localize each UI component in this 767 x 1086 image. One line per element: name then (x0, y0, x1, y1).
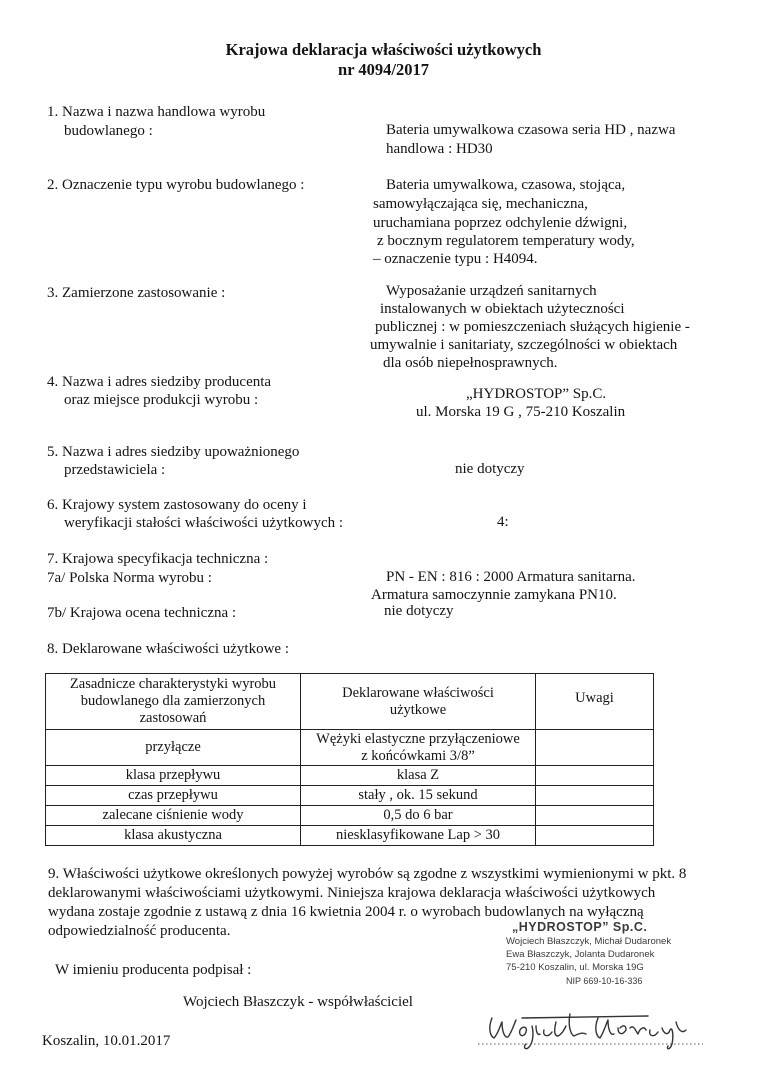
section-9-line-2: deklarowanymi właściwościami użytkowymi. Niniejsza krajowa deklaracja właściwości użytkowych (48, 885, 656, 901)
stamp-company: „HYDROSTOP” Sp.C. (512, 920, 648, 934)
section-7a-value-1: PN - EN : 816 : 2000 Armatura sanitarna. (386, 569, 636, 585)
section-3-value-4: umywalnie i sanitariaty, szczególności w obiektach (370, 337, 678, 353)
section-7-label: 7. Krajowa specyfikacja techniczna : (47, 551, 269, 567)
stamp-owners-2: Ewa Błaszczyk, Jolanta Dudaronek (506, 949, 655, 960)
table-cell-remarks (536, 730, 654, 766)
table-cell-value: stały , ok. 15 sekund (301, 786, 536, 806)
section-1-label-cont: budowlanego : (64, 123, 153, 139)
section-1-value-cont: handlowa : HD30 (386, 141, 493, 157)
table-cell-value: klasa Z (301, 766, 536, 786)
table-cell-remarks (536, 806, 654, 826)
table-cell-characteristic: klasa przepływu (46, 766, 301, 786)
section-7b-label: 7b/ Krajowa ocena techniczna : (47, 605, 237, 621)
stamp-nip: NIP 669-10-16-336 (566, 976, 643, 986)
section-2-value-1: Bateria umywalkowa, czasowa, stojąca, (386, 177, 626, 193)
section-6-label-cont: weryfikacji stałości właściwości użytkowych : (64, 515, 344, 531)
header-declared-properties: Deklarowane właściwości użytkowe (301, 674, 536, 730)
section-7b-value: nie dotyczy (384, 603, 454, 619)
section-2-value-5: – oznaczenie typu : H4094. (373, 251, 538, 267)
table-row (46, 730, 654, 766)
manufacturer-name: „HYDROSTOP” Sp.C. (466, 386, 607, 402)
section-2-value-3: uruchamiana poprzez odchylenie dźwigni, (373, 215, 628, 231)
section-5-label-cont: przedstawiciela : (64, 462, 166, 478)
table-cell-value: 0,5 do 6 bar (301, 806, 536, 826)
table-row (46, 786, 654, 806)
place-date: Koszalin, 10.01.2017 (42, 1033, 171, 1049)
section-3-label: 3. Zamierzone zastosowanie : (47, 285, 226, 301)
signed-by-label: W imieniu producenta podpisał : (55, 962, 252, 978)
section-1-value: Bateria umywalkowa czasowa seria HD , nazwa (386, 122, 676, 138)
section-7a-label: 7a/ Polska Norma wyrobu : (47, 570, 212, 586)
section-8-label: 8. Deklarowane właściwości użytkowe : (47, 641, 290, 657)
stamp-owners-1: Wojciech Błaszczyk, Michał Dudaronek (506, 936, 672, 947)
section-9-line-4: odpowiedzialność producenta. (48, 923, 231, 939)
section-4-label: 4. Nazwa i adres siedziby producenta (47, 374, 272, 390)
stamp-address: 75-210 Koszalin, ul. Morska 19G (506, 962, 644, 973)
section-5-label: 5. Nazwa i adres siedziby upoważnionego (47, 444, 300, 460)
section-3-value-2: instalowanych w obiektach użyteczności (380, 301, 625, 317)
table-cell-remarks (536, 826, 654, 846)
section-5-value: nie dotyczy (455, 461, 525, 477)
section-6-label: 6. Krajowy system zastosowany do oceny i (47, 497, 307, 513)
table-cell-characteristic: klasa akustyczna (46, 826, 301, 846)
section-4-label-cont: oraz miejsce produkcji wyrobu : (64, 392, 259, 408)
section-9-line-3: wydana zostaje zgodnie z ustawą z dnia 16 kwietnia 2004 r. o wyrobach budowlanych na wyłączną (48, 904, 644, 920)
handwritten-signature (478, 1004, 708, 1054)
document-number: nr 4094/2017 (338, 60, 429, 79)
section-2-value-2: samowyłączająca się, mechaniczna, (373, 196, 588, 212)
section-7a-value-2: Armatura samoczynnie zamykana PN10. (371, 587, 617, 603)
section-2-value-4: z bocznym regulatorem temperatury wody, (377, 233, 635, 249)
table-row (46, 806, 654, 826)
table-row (46, 766, 654, 786)
section-3-value-3: publicznej : w pomieszczeniach służących higienie - (375, 319, 690, 335)
table-header-row (46, 674, 654, 730)
header-remarks: Uwagi (536, 674, 654, 730)
document-title: Krajowa deklaracja właściwości użytkowych (225, 40, 542, 59)
table-row (46, 826, 654, 846)
table-cell-remarks (536, 786, 654, 806)
table-cell-remarks (536, 766, 654, 786)
signer-name: Wojciech Błaszczyk - współwłaściciel (183, 994, 413, 1010)
table-cell-value: niesklasyfikowane Lap > 30 (301, 826, 536, 846)
table-cell-value: Wężyki elastyczne przyłączeniowe z końcówkami 3/8” (301, 730, 536, 766)
section-3-value-1: Wyposażanie urządzeń sanitarnych (386, 283, 597, 299)
header-characteristics: Zasadnicze charakterystyki wyrobu budowlanego dla zamierzonych zastosowań (46, 674, 301, 730)
section-9-line-1: 9. Właściwości użytkowe określonych powyżej wyrobów są zgodne z wszystkimi wymienionymi w pkt. 8 (48, 866, 687, 882)
section-6-value: 4: (497, 514, 509, 530)
manufacturer-address: ul. Morska 19 G , 75-210 Koszalin (416, 404, 626, 420)
properties-table (45, 673, 654, 846)
section-2-label: 2. Oznaczenie typu wyrobu budowlanego : (47, 177, 305, 193)
table-cell-characteristic: zalecane ciśnienie wody (46, 806, 301, 826)
section-1-label: 1. Nazwa i nazwa handlowa wyrobu (47, 104, 266, 120)
section-3-value-5: dla osób niepełnosprawnych. (383, 355, 558, 371)
table-cell-characteristic: czas przepływu (46, 786, 301, 806)
table-cell-characteristic: przyłącze (46, 730, 301, 766)
